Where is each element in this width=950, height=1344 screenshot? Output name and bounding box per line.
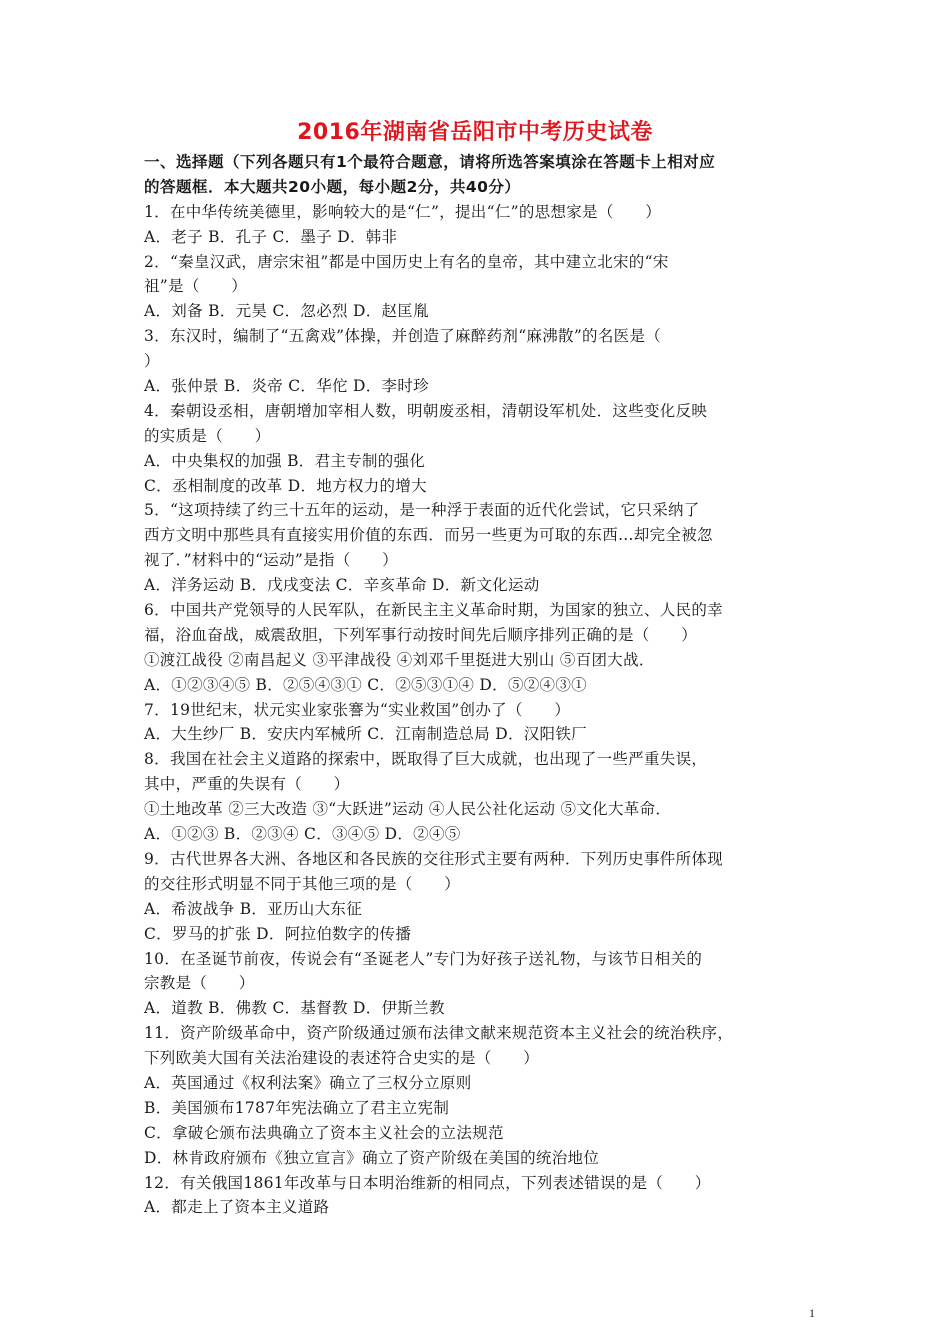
text-line: C．拿破仑颁布法典确立了资本主义社会的立法规范 [144, 1123, 504, 1142]
text-line: ） [144, 352, 160, 371]
text-line: A．大生纱厂 B．安庆内军械所 C．江南制造总局 D．汉阳铁厂 [144, 725, 587, 744]
text-line: 10．在圣诞节前夜，传说会有“圣诞老人”专门为好孩子送礼物，与该节日相关的 [144, 949, 703, 968]
page-title: 2016年湖南省岳阳市中考历史试卷 [297, 120, 653, 145]
text-line: C．罗马的扩张 D．阿拉伯数字的传播 [144, 924, 412, 943]
text-line: A．英国通过《权利法案》确立了三权分立原则 [144, 1073, 472, 1092]
text-line: ①渡江战役 ②南昌起义 ③平津战役 ④刘邓千里挺进大别山 ⑤百团大战． [144, 650, 655, 669]
text-line: A．中央集权的加强 B．君主专制的强化 [144, 451, 426, 470]
text-line: 的交往形式明显不同于其他三项的是（ ） [144, 874, 461, 893]
text-line: A．道教 B．佛教 C．基督教 D．伊斯兰教 [144, 999, 445, 1018]
text-line: 视了．”材料中的“运动”是指（ ） [144, 551, 398, 570]
page-number: 1 [809, 1306, 815, 1320]
text-line: 2．“秦皇汉武，唐宗宋祖”都是中国历史上有名的皇帝，其中建立北宋的“宋 [144, 252, 669, 271]
text-line: 8．我国在社会主义道路的探索中，既取得了巨大成就，也出现了一些严重失误， [144, 750, 708, 769]
text-line: 西方文明中那些具有直接实用价值的东西．而另一些更为可取的东西…却完全被忽 [144, 526, 713, 545]
text-line: 12．有关俄国1861年改革与日本明治维新的相同点，下列表述错误的是（ ） [144, 1173, 711, 1192]
text-line: 6．中国共产党领导的人民军队，在新民主主义革命时期，为国家的独立、人民的幸 [144, 601, 723, 620]
text-line: A．老子 B．孔子 C．墨子 D．韩非 [144, 227, 398, 246]
text-line: A．张仲景 B．炎帝 C．华佗 D．李时珍 [144, 377, 429, 396]
text-line: 宗教是（ ） [144, 974, 255, 993]
text-line: 福，浴血奋战，威震敌胆，下列军事行动按时间先后顺序排列正确的是（ ） [144, 625, 698, 644]
text-line: 下列欧美大国有关法治建设的表述符合史实的是（ ） [144, 1049, 540, 1068]
text-line: A．希波战争 B．亚历山大东征 [144, 899, 363, 918]
text-line: 1．在中华传统美德里，影响较大的是“仁”，提出“仁”的思想家是（ ） [144, 202, 662, 221]
text-line: A．刘备 B．元昊 C．忽必烈 D．赵匡胤 [144, 302, 429, 321]
text-line: A．①②③ B．②③④ C．③④⑤ D．②④⑤ [144, 825, 461, 844]
text-line: 11．资产阶级革命中，资产阶级通过颁布法律文献来规范资本主义社会的统治秩序， [144, 1024, 734, 1043]
text-line: 其中，严重的失误有（ ） [144, 775, 350, 794]
text-line: A．①②③④⑤ B．②⑤④③① C．②⑤③①④ D．⑤②④③① [144, 675, 587, 694]
text-line: 7．19世纪末，状元实业家张謇为“实业救国”创办了（ ） [144, 700, 571, 719]
text-line: D．林肯政府颁布《独立宣言》确立了资产阶级在美国的统治地位 [144, 1148, 600, 1167]
text-line: 9．古代世界各大洲、各地区和各民族的交往形式主要有两种．下列历史事件所体现 [144, 849, 723, 868]
text-line: ①土地改革 ②三大改造 ③“大跃进”运动 ④人民公社化运动 ⑤文化大革命． [144, 800, 672, 819]
text-line: A．都走上了资本主义道路 [144, 1198, 330, 1217]
text-line: 祖”是（ ） [144, 277, 248, 296]
text-line: 3．东汉时，编制了“五禽戏”体操，并创造了麻醉药剂“麻沸散”的名医是（ [144, 327, 662, 346]
section-heading-line: 的答题框．本大题共20小题，每小题2分，共40分） [144, 177, 521, 196]
section-heading-line: 一、选择题（下列各题只有1个最符合题意，请将所选答案填涂在答题卡上相对应 [144, 153, 716, 171]
text-line: A．洋务运动 B．戊戌变法 C．辛亥革命 D．新文化运动 [144, 576, 540, 595]
text-line: 的实质是（ ） [144, 426, 271, 445]
document-body [144, 150, 824, 1220]
text-line: C．丞相制度的改革 D．地方权力的增大 [144, 476, 427, 495]
text-line: 5．“这项持续了约三十五年的运动，是一种浮于表面的近代化尝试，它只采纳了 [144, 501, 700, 520]
text-line: 4．秦朝设丞相，唐朝增加宰相人数，明朝废丞相，清朝设军机处．这些变化反映 [144, 401, 708, 420]
text-line: B．美国颁布1787年宪法确立了君主立宪制 [144, 1098, 450, 1117]
